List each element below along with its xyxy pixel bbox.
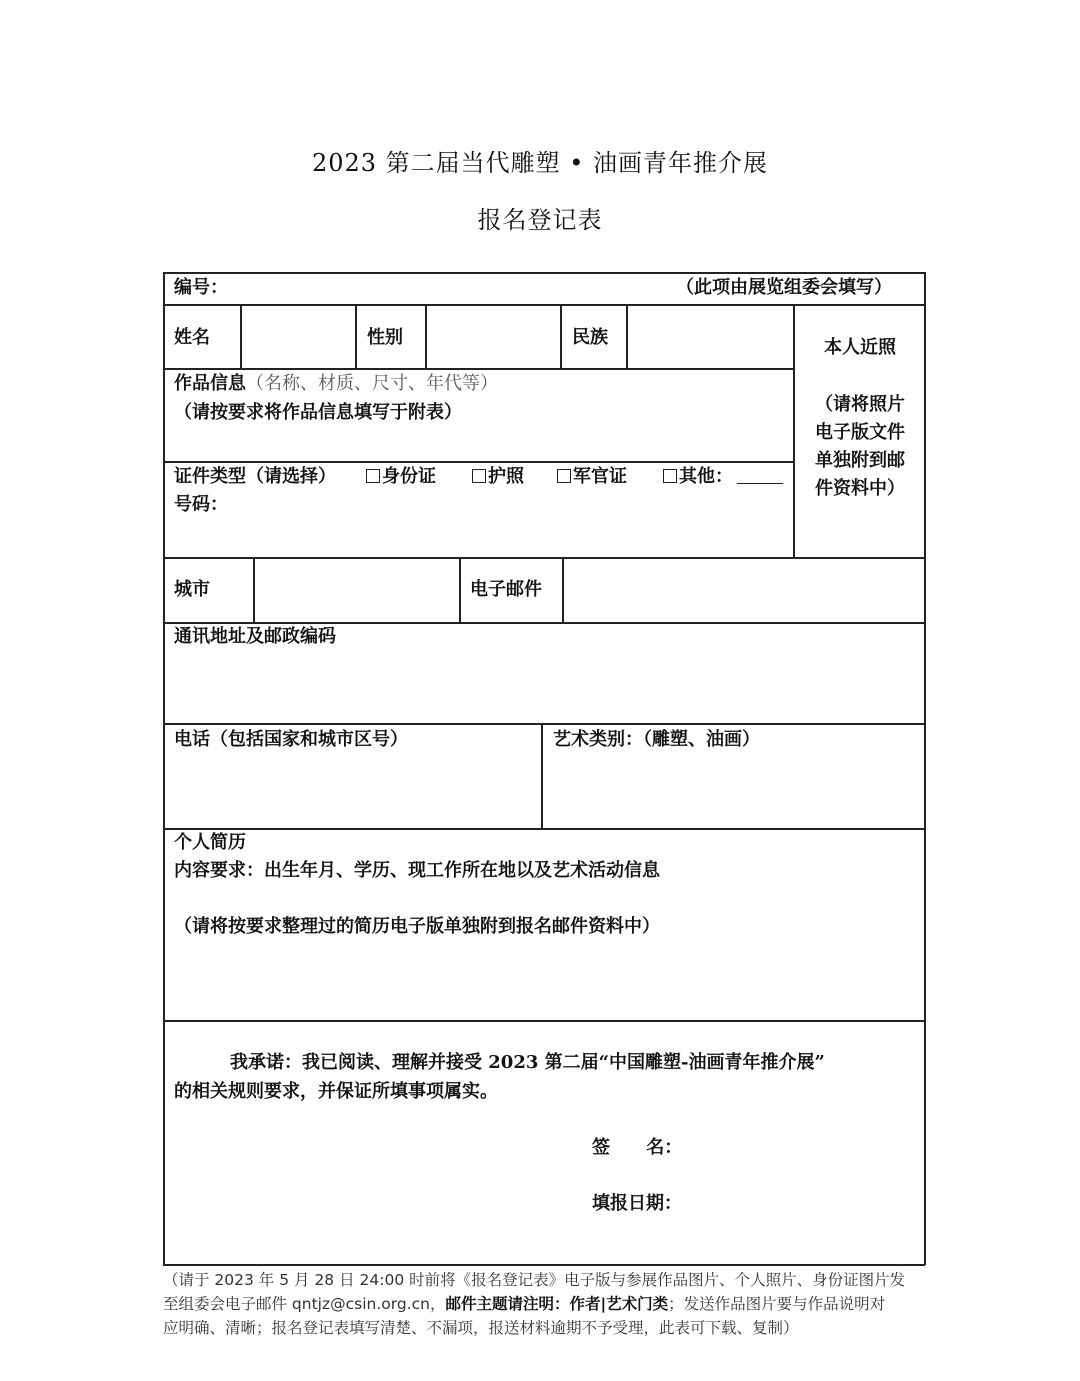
bio-requirement: 内容要求：出生年月、学历、现工作所在地以及艺术活动信息 — [174, 860, 660, 881]
page-subtitle: 报名登记表 — [477, 206, 603, 234]
address-label: 通讯地址及邮政编码 — [174, 626, 336, 647]
footer-note — [163, 1268, 928, 1340]
checkbox-icon[interactable] — [663, 469, 677, 483]
page-title: 2023 第二届当代雕塑 • 油画青年推介展 — [311, 149, 769, 177]
id-option-other[interactable] — [663, 463, 783, 491]
id-option-id-card[interactable] — [366, 463, 436, 491]
id-option-label: 身份证 — [382, 466, 436, 487]
city-field[interactable] — [255, 559, 458, 621]
id-option-label: 军官证 — [573, 466, 627, 487]
gender-field[interactable] — [427, 306, 559, 367]
work-info-hint: （名称、材质、尺寸、年代等） — [246, 373, 498, 394]
id-number-label: 号码： — [174, 494, 228, 515]
id-option-label: 护照 — [488, 466, 524, 487]
gender-label: 性别 — [367, 327, 403, 348]
email-field[interactable] — [564, 559, 923, 621]
work-info-heading — [174, 370, 498, 398]
footer-subject-note: 邮件主题请注明：作者|艺术门类 — [445, 1295, 669, 1313]
ethnicity-field[interactable] — [628, 306, 792, 367]
city-label: 城市 — [174, 579, 210, 600]
art-category-label: 艺术类别：（雕塑、油画） — [553, 729, 760, 750]
bio-note: （请将按要求整理过的简历电子版单独附到报名邮件资料中） — [174, 916, 660, 937]
bio-title: 个人简历 — [174, 832, 246, 853]
name-field[interactable] — [242, 306, 354, 367]
work-info-note: （请按要求将作品信息填写于附表） — [174, 402, 462, 423]
date-field[interactable] — [690, 1188, 910, 1218]
number-label: 编号： — [174, 277, 228, 298]
footer-line-2-tail: ；发送作品图片要与作品说明对 — [668, 1295, 886, 1313]
photo-note-line-1: （请将照片 — [815, 394, 905, 415]
footer-line-2 — [163, 1292, 928, 1316]
pledge-line-1: 我承诺：我已阅读、理解并接受 2023 第二届“中国雕塑-油画青年推介展” — [230, 1052, 825, 1073]
footer-line-1: （请于 2023 年 5 月 28 日 24:00 时前将《报名登记表》电子版与参展作品图片、个人照片、身份证图片发 — [163, 1271, 906, 1289]
signature-field[interactable] — [690, 1132, 910, 1162]
checkbox-icon[interactable] — [472, 469, 486, 483]
date-label: 填报日期： — [592, 1193, 682, 1214]
photo-note-line-4: 件资料中） — [815, 478, 905, 499]
photo-note-line-2: 电子版文件 — [815, 422, 905, 443]
signature-label: 签 名： — [592, 1137, 683, 1158]
email-label: 电子邮件 — [470, 579, 542, 600]
number-note: （此项由展览组委会填写） — [676, 277, 892, 298]
other-blank[interactable] — [737, 465, 783, 484]
id-type-label: 证件类型（请选择） — [174, 466, 336, 487]
name-label: 姓名 — [174, 327, 210, 348]
photo-title: 本人近照 — [824, 337, 896, 358]
art-category-field[interactable] — [543, 756, 923, 826]
photo-note-line-3: 单独附到邮 — [815, 450, 905, 471]
id-option-military[interactable] — [557, 463, 627, 491]
id-option-label: 其他： — [679, 466, 733, 487]
footer-line-3: 应明确、清晰；报名登记表填写清楚、不漏项，报送材料逾期不予受理，此表可下载、复制） — [163, 1319, 799, 1337]
phone-label: 电话（包括国家和城市区号） — [174, 729, 408, 750]
checkbox-icon[interactable] — [557, 469, 571, 483]
id-option-passport[interactable] — [472, 463, 524, 491]
footer-email-text: 至组委会电子邮件 qntjz@csin.org.cn， — [163, 1295, 446, 1313]
checkbox-icon[interactable] — [366, 469, 380, 483]
ethnicity-label: 民族 — [572, 327, 608, 348]
pledge-line-2: 的相关规则要求，并保证所填事项属实。 — [174, 1081, 498, 1102]
work-info-label: 作品信息 — [174, 373, 246, 394]
phone-field[interactable] — [165, 756, 540, 826]
address-field[interactable] — [165, 652, 923, 722]
